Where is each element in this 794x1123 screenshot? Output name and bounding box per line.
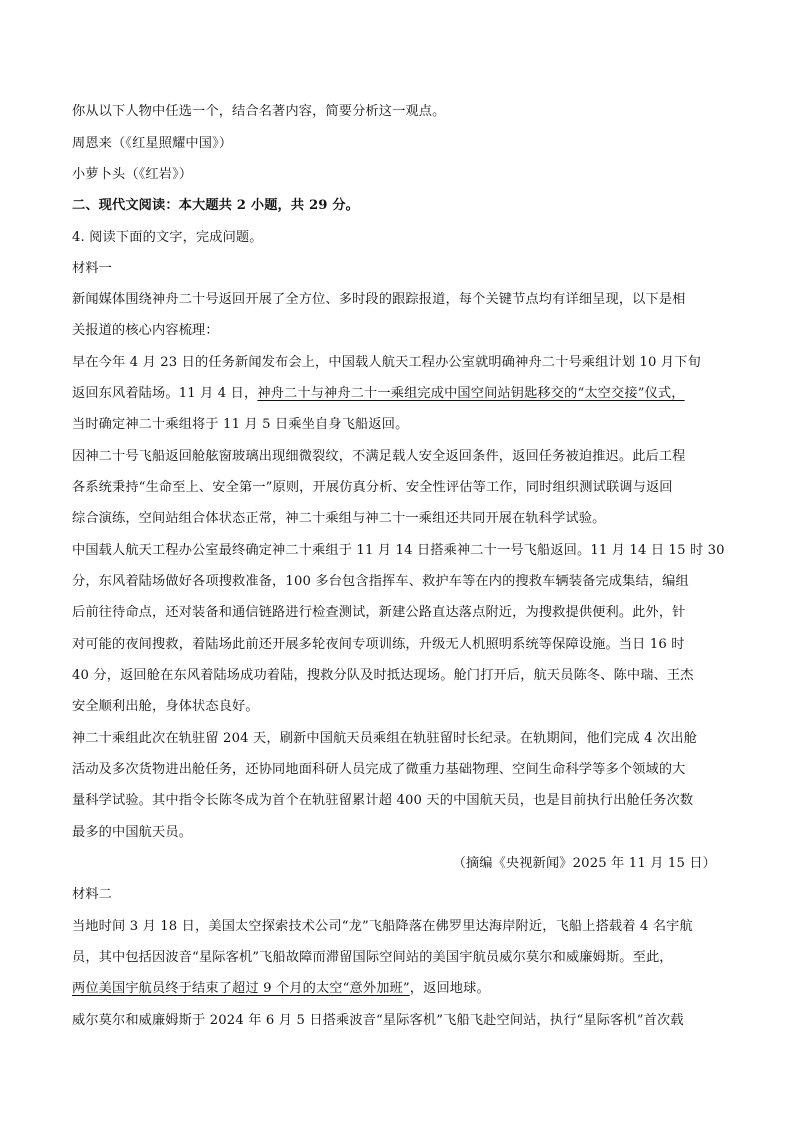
paragraph-line: [72, 980, 722, 998]
paragraph-line: 活动及多次货物进出舱任务，还协同地面科研人员完成了微重力基础物理、空间生命科学等多个领域的大: [72, 762, 686, 777]
paragraph-line: 威尔莫尔和威廉姆斯于 2024 年 6 月 5 日搭乘波音“星际客机”飞船飞赴空间站，执行“星际客机”首次载: [72, 1013, 684, 1028]
material-one-label: 材料一: [72, 261, 113, 276]
paragraph-line: 量科学试验。其中指令长陈冬成为首个在轨驻留累计超 400 天的中国航天员，也是目前执行出舱任务次数: [72, 793, 694, 808]
paragraph-line: 员，其中包括因波音“星际客机”飞船故障而滞留国际空间站的美国宇航员威尔莫尔和威廉姆斯。至此，: [72, 950, 673, 965]
paragraph-text: 返回东风着陆场。11 月 4 日，: [72, 386, 258, 401]
option-xiaoluobotou: 小萝卜头（《红岩》）: [72, 167, 193, 182]
paragraph-line: 因神二十号飞船返回舱舷窗玻璃出现细微裂纹，不满足载人安全返回条件，返回任务被迫推迟。此后工程: [72, 449, 686, 464]
paragraph-line: 对可能的夜间搜救，着陆场此前还开展多轮夜间专项训练，升级无人机照明系统等保障设施。当日 16 时: [72, 637, 685, 652]
paragraph-line: 中国载人航天工程办公室最终确定神二十乘组于 11 月 14 日搭乘神二十一号飞船返回。11 月 14 日 15 时 30: [72, 543, 725, 558]
paragraph-line: 关报道的核心内容梳理：: [72, 323, 219, 338]
material-two-label: 材料二: [72, 887, 113, 902]
paragraph-line: 新闻媒体围绕神舟二十号返回开展了全方位、多时段的跟踪报道，每个关键节点均有详细呈现，以下是相: [72, 292, 686, 307]
underlined-text: 两位美国宇航员终于结束了超过 9 个月的太空“意外加班”: [72, 981, 410, 996]
paragraph-line: 后前往待命点，还对装备和通信链路进行检查测试，新建公路直达落点附近，为搜救提供便利。此外，针: [72, 605, 686, 620]
paragraph-line: 最多的中国航天员。: [72, 825, 193, 840]
underlined-text: 神舟二十与神舟二十一乘组完成中国空间站钥匙移交的“太空交接”仪式，: [257, 386, 685, 401]
question-prompt: 4. 阅读下面的文字，完成问题。: [72, 230, 263, 245]
paragraph-line: 综合演练，空间站组合体状态正常，神二十乘组与神二十一乘组还共同开展在轨科学试验。: [72, 511, 606, 526]
option-zhou-enlai: 周恩来（《红星照耀中国》）: [72, 136, 233, 151]
paragraph-line: 各系统秉持“生命至上、安全第一”原则，开展仿真分析、安全性评估等工作，同时组织测试联调与返回: [72, 480, 673, 495]
section-heading: 二、现代文阅读：本大题共 2 小题，共 29 分。: [72, 198, 360, 213]
paragraph-line: 早在今年 4 月 23 日的任务新闻发布会上，中国载人航天工程办公室就明确神舟二十号乘组计划 10 月下旬: [72, 355, 701, 370]
paragraph-line: 神二十乘组此次在轨驻留 204 天，刷新中国航天员乘组在轨驻留时长纪录。在轨期间，他们完成 4 次出舱: [72, 731, 698, 746]
paragraph-line: [72, 385, 722, 403]
paragraph-line: 安全顺利出舱，身体状态良好。: [72, 699, 259, 714]
source-citation: （摘编《央视新闻》2025 年 11 月 15 日）: [452, 856, 716, 871]
paragraph-line: 当地时间 3 月 18 日，美国太空探索技术公司“龙”飞船降落在佛罗里达海岸附近，飞船上搭载着 4 名宇航: [72, 919, 693, 934]
paragraph-line: 当时确定神二十乘组将于 11 月 5 日乘坐自身飞船返回。: [72, 417, 409, 432]
instruction-text: 你从以下人物中任选一个，结合名著内容，简要分析这一观点。: [72, 104, 446, 119]
paragraph-text: ，返回地球。: [409, 981, 490, 996]
paragraph-line: 40 分，返回舱在东风着陆场成功着陆，搜救分队及时抵达现场。舱门打开后，航天员陈冬、陈中瑞、王杰: [72, 668, 694, 683]
paragraph-line: 分，东风着陆场做好各项搜救准备，100 多台包含指挥车、救护车等在内的搜救车辆装备完成集结，编组: [72, 574, 689, 589]
